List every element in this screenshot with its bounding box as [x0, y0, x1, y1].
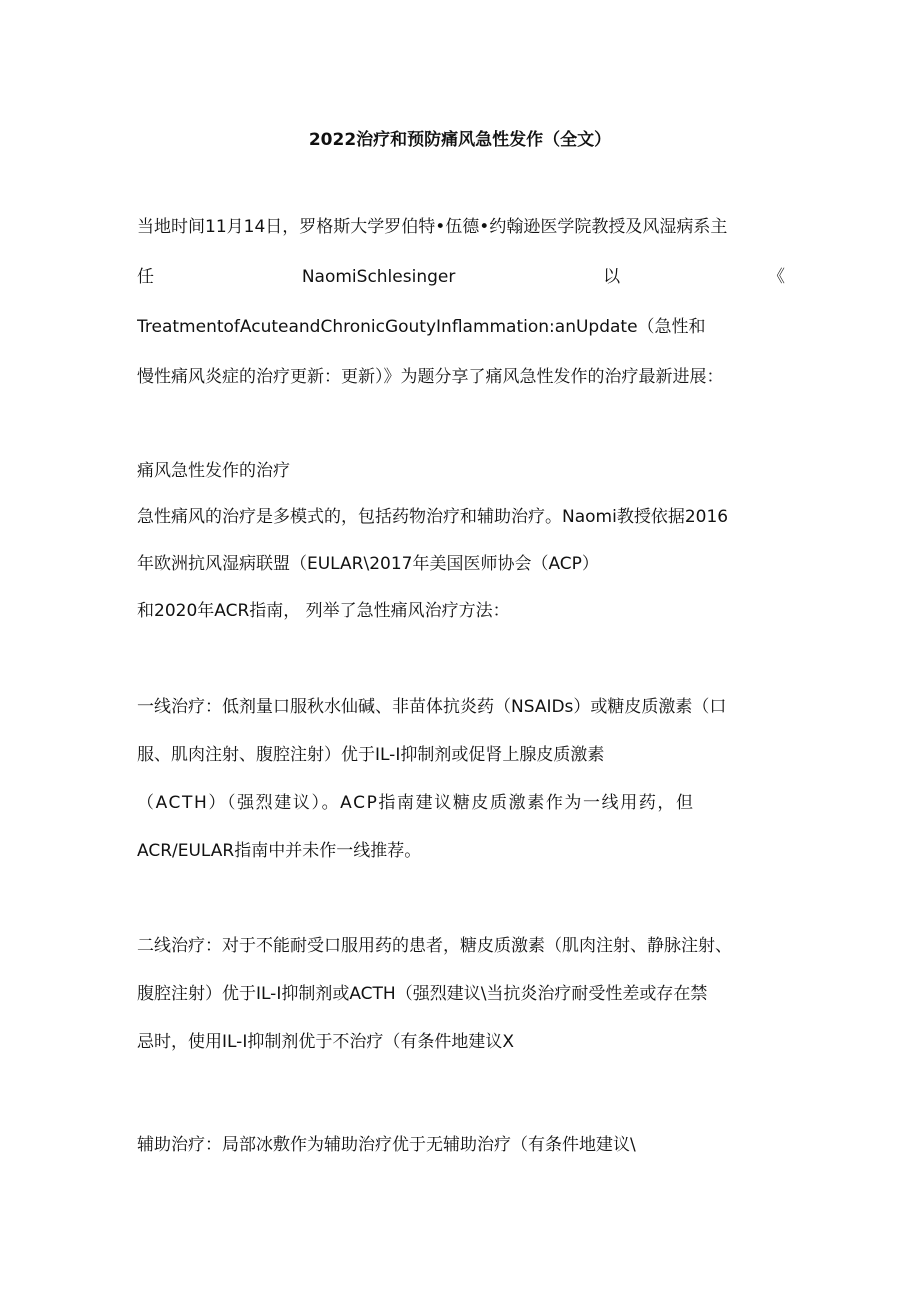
- intro-line-4: 慢性痛风炎症的治疗更新：更新）》为题分享了痛风急性发作的治疗最新进展：: [137, 367, 724, 387]
- intro-line-2: [137, 264, 785, 290]
- intro-line-2-part-4: 《: [768, 267, 785, 287]
- first-line-para-line-2: 服、肌肉注射、腹腔注射）优于IL-I抑制剂或促肾上腺皮质激素: [137, 745, 605, 765]
- second-line-para-line-2: 腹腔注射）优于IL-I抑制剂或ACTH（强烈建议\当抗炎治疗耐受性差或存在禁: [137, 984, 708, 1004]
- intro-line-2-part-1: 任: [137, 267, 154, 287]
- second-line-para-line-1: 二线治疗：对于不能耐受口服用药的患者，糖皮质激素（肌肉注射、静脉注射、: [137, 936, 732, 956]
- first-line-para-line-1: 一线治疗：低剂量口服秋水仙碱、非苗体抗炎药（NSAIDs）或糖皮质激素（口: [137, 697, 727, 717]
- second-line-para-line-3: 忌时，使用IL-I抑制剂优于不治疗（有条件地建议X: [137, 1032, 514, 1052]
- adjunct-para-line-1: 辅助治疗：局部冰敷作为辅助治疗优于无辅助治疗（有条件地建议\: [137, 1135, 636, 1155]
- intro-line-2-part-3: 以: [603, 267, 621, 287]
- section-heading: 痛风急性发作的治疗: [137, 461, 290, 481]
- intro-line-3: TreatmentofAcuteandChronicGoutyInflammation:anUpdate（急性和: [137, 317, 706, 337]
- intro-line-2-part-2: NaomiSchlesinger: [301, 267, 456, 287]
- document-title: 2022治疗和预防痛风急性发作（全文）: [308, 130, 612, 150]
- first-line-para-line-4: ACR/EULAR指南中并未作一线推荐。: [137, 841, 422, 861]
- section-intro-line-2: 年欧洲抗风湿病联盟（EULAR\2017年美国医师协会（ACP）: [137, 554, 599, 574]
- intro-line-1: 当地时间11月14日，罗格斯大学罗伯特•伍德•约翰逊医学院教授及风湿病系主: [137, 217, 728, 237]
- section-intro-line-3: 和2020年ACR指南， 列举了急性痛风治疗方法：: [137, 601, 510, 621]
- first-line-para-line-3: （ACTH）（强烈建议）。ACP指南建议糖皮质激素作为一线用药，但: [137, 793, 695, 813]
- section-intro-line-1: 急性痛风的治疗是多模式的，包括药物治疗和辅助治疗。Naomi教授依据2016: [137, 507, 729, 527]
